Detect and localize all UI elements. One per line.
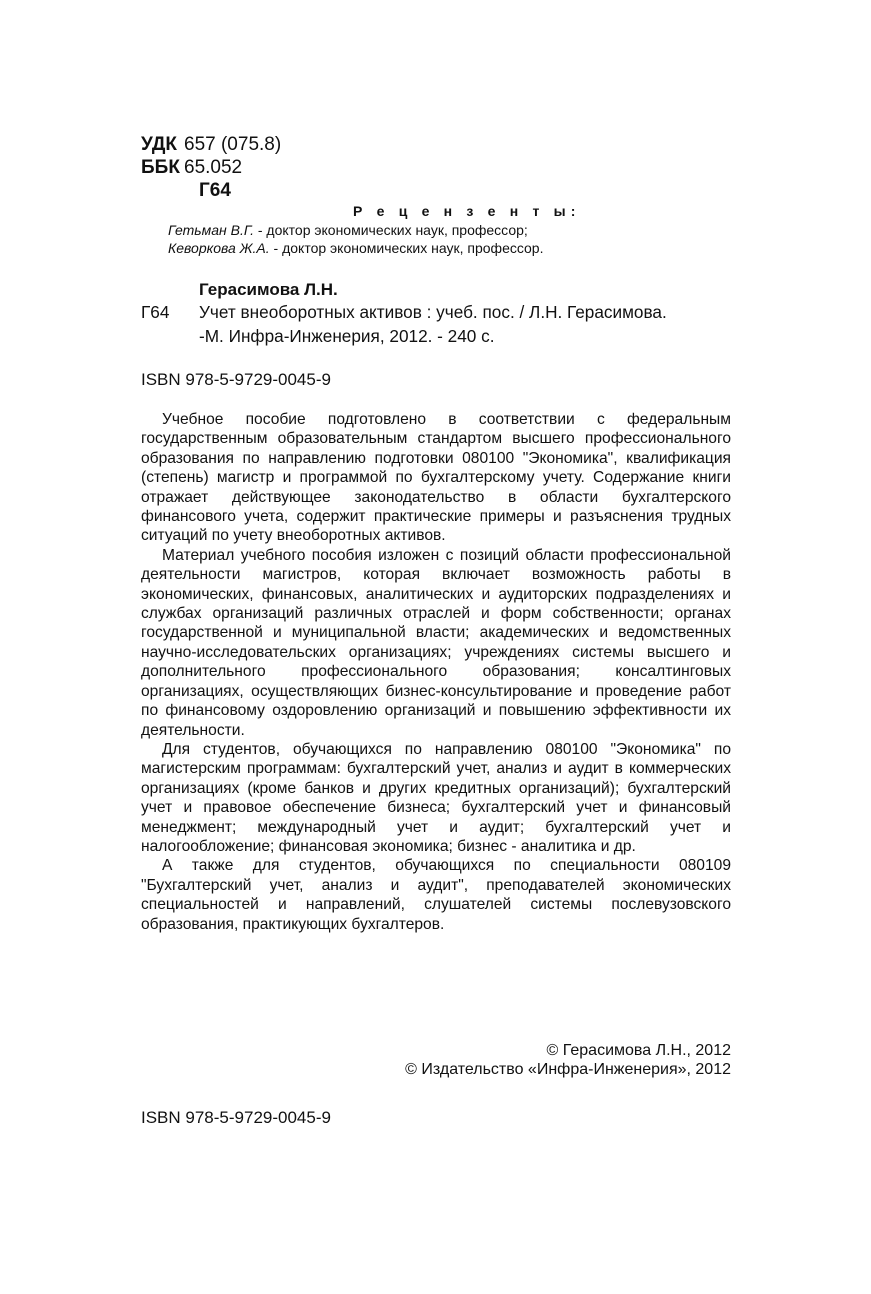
annotation-paragraph-3: Для студентов, обучающихся по направлению 080100 "Экономика" по магистерским программам: бухгалтерский учет, анализ и аудит в коммерческих организациях (кроме банков и других кредитных организаций); бухгалтерский учет и правовое обеспечение бизнеса; бухгалтерский учет и финансовый менеджмент; международный учет и аудит; бухгалтерский учет и налогообложение; финансовая экономика; бизнес - аналитика и др. [141, 740, 731, 855]
record-author: Герасимова Л.Н. [199, 280, 338, 299]
reviewers-title: Р е ц е н з е н т ы: [353, 203, 581, 219]
isbn-bottom: ISBN 978-5-9729-0045-9 [141, 1108, 331, 1127]
record-title-line: Учет внеоборотных активов : учеб. пос. / Л.Н. Герасимова. [199, 302, 667, 322]
copyright-author: © Герасимова Л.Н., 2012 [546, 1042, 731, 1059]
reviewer-2-name: Кеворкова Ж.А. [168, 240, 270, 256]
annotation-paragraph-1: Учебное пособие подготовлено в соответствии с федеральным государственным образовательным стандартом высшего профессионального образования по направлению подготовки 080100 "Экономика", квалификация (степень) магистр и программой по бухгалтерскому учету. Содержание книги отражает действующее законодательство в области бухгалтерского финансового учета, содержит практические примеры и разъяснения трудных ситуаций по учету внеоборотных активов. [141, 411, 731, 545]
udk-value: 657 (075.8) [184, 134, 282, 155]
annotation-paragraph-2: Материал учебного пособия изложен с позиций области профессиональной деятельности магистров, которая включает возможность работы в экономических, финансовых, аналитических и аудиторских подразделениях и службах организаций различных отраслей и форм собственности; органах государственной и муниципальной власти; академических и ведомственных научно-исследовательских организациях; учреждениях системы высшего и дополнительного профессионального образования; консалтинговых организациях, осуществляющих бизнес-консультирование и проведение работ по финансовому оздоровлению организаций и повышению эффективности их деятельности. [141, 546, 731, 739]
bbk-label: ББК [141, 157, 180, 178]
udk-line [141, 134, 281, 156]
annotation [141, 410, 731, 934]
record-publisher-line: -М. Инфра-Инженерия, 2012. - 240 с. [199, 326, 495, 346]
bbk-line [141, 157, 242, 179]
reviewer-1 [168, 221, 528, 239]
bbk-value: 65.052 [184, 157, 243, 178]
udk-label: УДК [141, 134, 177, 155]
copyright-publisher: © Издательство «Инфра-Инженерия», 2012 [405, 1061, 731, 1078]
reviewer-2 [168, 239, 543, 257]
reviewer-2-description: - доктор экономических наук, профессор. [269, 240, 544, 256]
record-mark: Г64 [141, 302, 170, 322]
isbn-top: ISBN 978-5-9729-0045-9 [141, 370, 331, 389]
annotation-paragraph-4: А также для студентов, обучающихся по специальности 080109 "Бухгалтерский учет, анализ и аудит", преподавателей экономических специальностей и направлений, слушателей системы послевузовского образования, практикующих бухгалтеров. [141, 857, 731, 933]
author-mark: Г64 [199, 180, 231, 201]
reviewer-1-name: Гетьман В.Г. [168, 222, 254, 238]
reviewer-1-description: - доктор экономических наук, профессор; [253, 222, 528, 238]
